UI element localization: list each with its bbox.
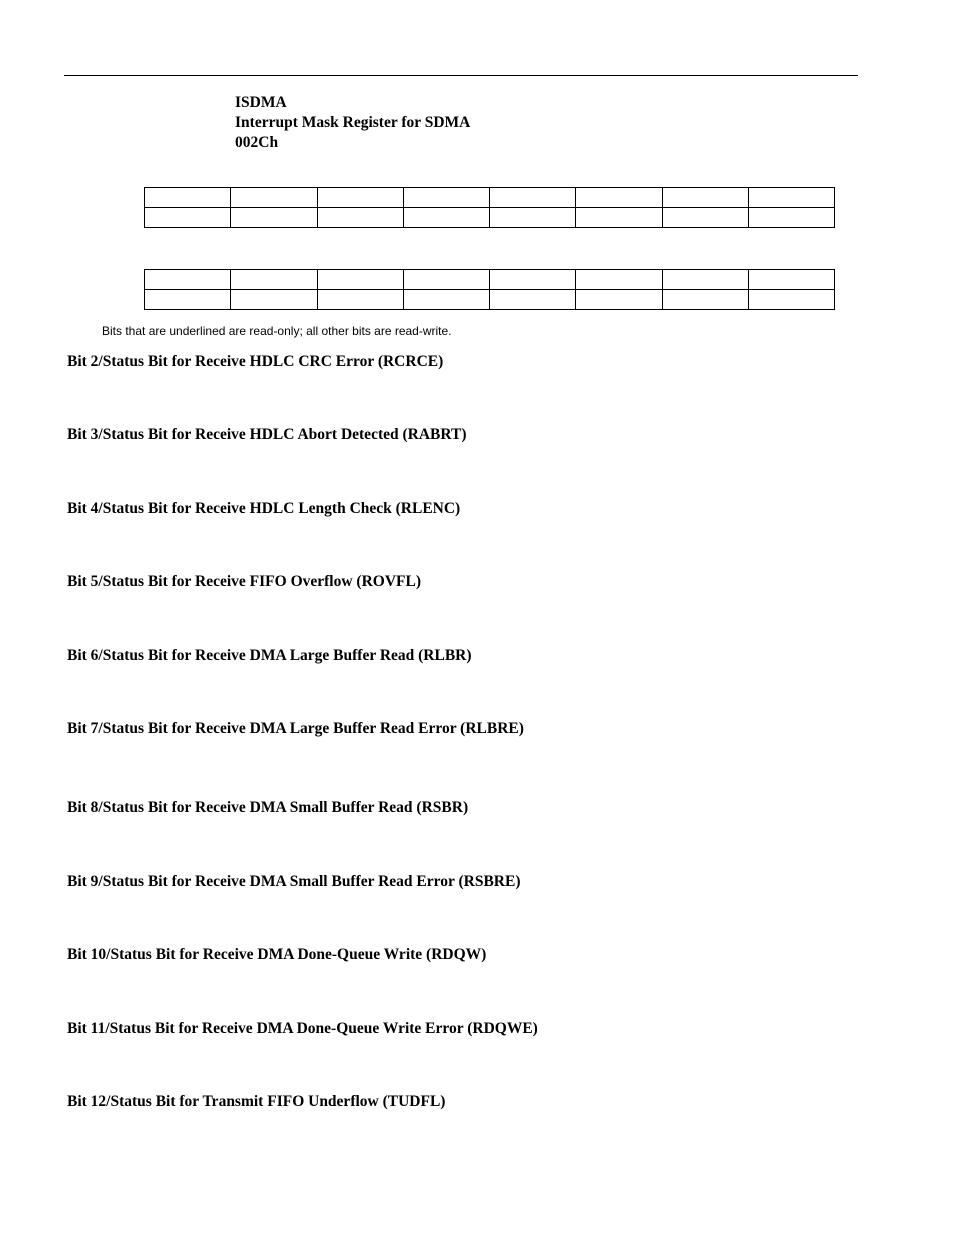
- table-cell: [576, 208, 662, 228]
- table-cell: [317, 188, 403, 208]
- bit-10-heading: Bit 10/Status Bit for Receive DMA Done-Queue Write (RDQW): [67, 946, 487, 963]
- table-cell: [145, 208, 231, 228]
- table-cell: [576, 290, 662, 310]
- table-cell: [490, 208, 576, 228]
- table-cell: [662, 290, 748, 310]
- bit-6-heading: Bit 6/Status Bit for Receive DMA Large Buffer Read (RLBR): [67, 647, 472, 664]
- table-cell: [748, 208, 834, 228]
- table-cell: [231, 270, 317, 290]
- table-row: [145, 208, 835, 228]
- bit-9-heading: Bit 9/Status Bit for Receive DMA Small Buffer Read Error (RSBRE): [67, 873, 521, 890]
- table-row: [145, 290, 835, 310]
- table-cell: [748, 290, 834, 310]
- table-cell: [576, 188, 662, 208]
- table-cell: [145, 290, 231, 310]
- table-cell: [490, 270, 576, 290]
- table-cell: [145, 270, 231, 290]
- bit-7-heading: Bit 7/Status Bit for Receive DMA Large Buffer Read Error (RLBRE): [67, 720, 524, 737]
- table-row: [145, 188, 835, 208]
- register-header: [235, 93, 470, 153]
- table-cell: [403, 290, 489, 310]
- table-row: [145, 270, 835, 290]
- register-description: Interrupt Mask Register for SDMA: [235, 114, 471, 131]
- bit-2-heading: Bit 2/Status Bit for Receive HDLC CRC Error (RCRCE): [67, 353, 444, 370]
- bit-8-heading: Bit 8/Status Bit for Receive DMA Small Buffer Read (RSBR): [67, 799, 469, 816]
- table-cell: [662, 208, 748, 228]
- table-cell: [231, 188, 317, 208]
- table-cell: [490, 290, 576, 310]
- register-name: ISDMA: [235, 94, 287, 111]
- table-cell: [317, 270, 403, 290]
- bit-5-heading: Bit 5/Status Bit for Receive FIFO Overflow (ROVFL): [67, 573, 421, 590]
- bit-3-heading: Bit 3/Status Bit for Receive HDLC Abort Detected (RABRT): [67, 426, 467, 443]
- table-cell: [662, 188, 748, 208]
- table-cell: [748, 270, 834, 290]
- table-cell: [231, 290, 317, 310]
- bit-11-heading: Bit 11/Status Bit for Receive DMA Done-Queue Write Error (RDQWE): [67, 1020, 538, 1037]
- bit-table-lower: [144, 269, 835, 310]
- top-rule: [64, 75, 858, 76]
- table-cell: [403, 188, 489, 208]
- table-cell: [231, 208, 317, 228]
- table-cell: [490, 188, 576, 208]
- table-cell: [317, 208, 403, 228]
- table-cell: [403, 270, 489, 290]
- table-cell: [403, 208, 489, 228]
- table-cell: [317, 290, 403, 310]
- table-cell: [145, 188, 231, 208]
- table-cell: [576, 270, 662, 290]
- bit-4-heading: Bit 4/Status Bit for Receive HDLC Length Check (RLENC): [67, 500, 461, 517]
- table-cell: [748, 188, 834, 208]
- bit-table-upper: [144, 187, 835, 228]
- register-address: 002Ch: [235, 134, 279, 151]
- table-cell: [662, 270, 748, 290]
- bit-12-heading: Bit 12/Status Bit for Transmit FIFO Underflow (TUDFL): [67, 1093, 446, 1110]
- read-only-note: Bits that are underlined are read-only; all other bits are read-write.: [102, 324, 452, 338]
